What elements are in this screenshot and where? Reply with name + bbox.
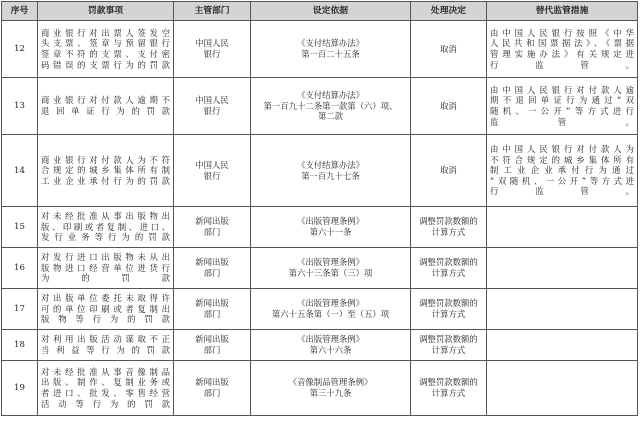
cell-fine-item-line: 对利用出版活动谋取不正 [41, 334, 170, 345]
cell-decision-line: 调整罚款数额的 [419, 216, 478, 227]
cell-department [174, 361, 251, 416]
cell-legal-basis [251, 330, 411, 361]
cell-decision [411, 248, 487, 289]
cell-department-line: 新闻出版 [195, 298, 229, 309]
cell-alternative-measure [487, 330, 638, 361]
cell-legal-basis [251, 21, 411, 78]
cell-fine-item [38, 361, 174, 416]
cell-fine-item [38, 78, 174, 135]
cell-alternative-measure-line: 管理实施办法》有关规定进 [490, 49, 634, 59]
cell-department-line: 部门 [203, 345, 221, 355]
cell-decision-line: 计算方式 [431, 388, 466, 398]
cell-alternative-measure-line: 由中国人民银行按照《中华 [490, 27, 634, 38]
cell-seq-value: 17 [14, 304, 25, 315]
cell-legal-basis-line: 《音像制品管理条例》 [288, 377, 373, 388]
cell-department-line: 新闻出版 [195, 216, 229, 227]
header-alternative-measure: 替代监管措施 [487, 2, 638, 21]
table-row [2, 78, 638, 135]
table-row [2, 361, 638, 416]
cell-decision [411, 207, 487, 248]
cell-alternative-measure-line: 随机、一公开”等方式进行 [490, 106, 634, 116]
cell-decision-line: 调整罚款数额的 [419, 377, 478, 388]
cell-decision-line: 计算方式 [431, 309, 466, 319]
cell-alternative-measure [487, 289, 638, 330]
table-body [2, 21, 638, 416]
cell-alternative-measure-line: “双随机、一公开”等方式进 [490, 175, 634, 186]
cell-legal-basis-line: 《出版管理条例》 [297, 257, 364, 268]
cell-alternative-measure-line: 期不退回单证行为通过“双 [490, 95, 634, 106]
header-department: 主管部门 [174, 2, 251, 21]
cell-fine-item-line: 活动等行为的罚款 [41, 398, 170, 409]
cell-decision-line: 取消 [440, 100, 457, 111]
cell-legal-basis-line: 第六十一条 [309, 227, 352, 237]
cell-legal-basis-line: 《出版管理条例》 [297, 298, 364, 309]
cell-fine-item [38, 248, 174, 289]
cell-department-line: 部门 [203, 309, 221, 319]
cell-legal-basis [251, 207, 411, 248]
cell-fine-item-line: 对未经批准从事音像制品 [41, 366, 170, 377]
cell-fine-item-line: 出版、制作、复制业务或 [41, 377, 170, 388]
cell-department-line: 中国人民 [195, 159, 229, 170]
cell-department-line: 部门 [203, 388, 221, 398]
cell-department-line: 银行 [203, 170, 221, 181]
cell-fine-item-line: 发行业务等行为的罚款 [41, 232, 170, 243]
cell-fine-item-line: 对发行进口出版物未从出 [41, 252, 170, 263]
cell-fine-item-line: 对未经批准从事出版物出 [41, 211, 170, 222]
cell-fine-item-line: 版物进口经营单位进货行 [41, 262, 170, 273]
cell-fine-item-line: 可的单位印刷或者复制出 [41, 303, 170, 314]
cell-legal-basis [251, 78, 411, 135]
table-row [2, 207, 638, 248]
cell-legal-basis [251, 361, 411, 416]
cell-seq [2, 207, 38, 248]
cell-fine-item [38, 207, 174, 248]
cell-fine-item-line: 当利益等行为的罚款 [41, 345, 170, 355]
cell-alternative-measure-line: 不符合规定的城乡集体所有 [490, 154, 634, 165]
header-fine-item: 罚款事项 [38, 2, 174, 21]
cell-fine-item-line: 合规定的城乡集体所有制 [41, 165, 170, 176]
cell-decision-line: 取消 [440, 165, 457, 176]
cell-seq-value: 13 [14, 101, 25, 112]
cell-seq [2, 135, 38, 207]
cell-legal-basis-line: 《出版管理条例》 [297, 216, 364, 227]
cell-seq [2, 78, 38, 135]
cell-fine-item-line: 者进口、批发、零售经营 [41, 388, 170, 398]
table-row [2, 135, 638, 207]
cell-fine-item-line: 商业银行对出票人签发空 [41, 27, 170, 38]
cell-decision [411, 78, 487, 135]
cell-fine-item [38, 289, 174, 330]
cell-legal-basis-line: 《支付结算办法》 [297, 90, 364, 101]
cell-alternative-measure-line: 行监管。 [490, 59, 634, 70]
cell-legal-basis-line: 《出版管理条例》 [297, 334, 364, 345]
cell-alternative-measure-line: 监管。 [490, 116, 634, 127]
cell-alternative-measure-line: 行监管。 [490, 186, 634, 197]
cell-seq [2, 289, 38, 330]
cell-seq-value: 14 [14, 165, 25, 176]
cell-legal-basis [251, 289, 411, 330]
cell-fine-item-line: 码错误的支票行为的罚款 [41, 59, 170, 70]
cell-fine-item-line: 退回单证行为的罚款 [41, 106, 170, 116]
cell-fine-item-line: 版物等行为的罚款 [41, 314, 170, 325]
cell-legal-basis-line: 第一百九十七条 [301, 170, 360, 181]
cell-decision-line: 调整罚款数额的 [419, 298, 478, 309]
cell-department-line: 新闻出版 [195, 334, 229, 345]
table-header-row [2, 2, 638, 21]
cell-decision [411, 361, 487, 416]
cell-decision-line: 取消 [440, 43, 457, 54]
cell-legal-basis-line: 第六十五条第（一）至（五）项 [271, 309, 390, 319]
cell-decision-line: 计算方式 [431, 345, 466, 355]
cell-fine-item-line: 签章不符的支票、支付密 [41, 49, 170, 59]
cell-fine-item-line: 对出版单位委托未取得许 [41, 293, 170, 304]
cell-seq-value: 12 [14, 44, 25, 55]
header-decision: 处理决定 [411, 2, 487, 21]
fine-items-table [1, 1, 638, 416]
cell-department-line: 部门 [203, 268, 221, 278]
cell-decision [411, 330, 487, 361]
cell-department-line: 新闻出版 [195, 257, 229, 268]
cell-department [174, 330, 251, 361]
cell-legal-basis-line: 第二款 [317, 111, 344, 122]
table-row [2, 330, 638, 361]
cell-seq-value: 19 [14, 383, 25, 394]
cell-fine-item-line: 版、印刷或者复制、进口、 [41, 221, 170, 232]
cell-fine-item [38, 21, 174, 78]
cell-decision-line: 调整罚款数额的 [419, 334, 478, 345]
cell-alternative-measure-line: 人民共和国票据法》、《票据 [490, 38, 634, 49]
cell-department [174, 21, 251, 78]
cell-department-line: 新闻出版 [195, 377, 229, 388]
cell-alternative-measure [487, 248, 638, 289]
cell-seq-value: 15 [14, 222, 25, 233]
cell-legal-basis-line: 第六十六条 [309, 345, 352, 355]
cell-legal-basis-line: 第一百九十二条第一款第（六）项、 [263, 100, 398, 111]
cell-legal-basis [251, 248, 411, 289]
cell-fine-item-line: 工业企业承付行为的罚款 [41, 175, 170, 186]
cell-alternative-measure-line: 由中国人民银行对付款人逾 [490, 84, 634, 95]
cell-legal-basis-line: 《支付结算办法》 [297, 38, 364, 49]
cell-alternative-measure [487, 135, 638, 207]
cell-decision-line: 计算方式 [431, 227, 466, 237]
cell-seq [2, 21, 38, 78]
cell-alternative-measure [487, 78, 638, 135]
cell-decision [411, 289, 487, 330]
cell-alternative-measure [487, 207, 638, 248]
cell-department [174, 248, 251, 289]
cell-alternative-measure [487, 21, 638, 78]
cell-fine-item-line: 为的罚款 [41, 273, 170, 284]
cell-decision [411, 135, 487, 207]
cell-decision-line: 调整罚款数额的 [419, 257, 478, 268]
cell-department-line: 中国人民 [195, 38, 229, 49]
cell-department [174, 135, 251, 207]
cell-seq [2, 248, 38, 289]
cell-department-line: 银行 [203, 106, 221, 116]
cell-department [174, 289, 251, 330]
cell-fine-item-line: 商业银行对付款人逾期不 [41, 95, 170, 106]
cell-fine-item-line: 商业银行对付款人为不符 [41, 154, 170, 165]
cell-fine-item [38, 330, 174, 361]
cell-department [174, 207, 251, 248]
cell-legal-basis-line: 第一百二十五条 [301, 49, 360, 59]
cell-alternative-measure [487, 361, 638, 416]
cell-seq-value: 16 [14, 263, 25, 274]
cell-legal-basis-line: 第三十九条 [309, 388, 352, 398]
cell-legal-basis-line: 第六十三条第（三）项 [288, 268, 373, 278]
cell-seq-value: 18 [14, 340, 25, 351]
cell-legal-basis [251, 135, 411, 207]
cell-department-line: 部门 [203, 227, 221, 237]
cell-department [174, 78, 251, 135]
header-seq: 序号 [2, 2, 38, 21]
cell-alternative-measure-line: 制工业企业承付行为通过 [490, 165, 634, 176]
cell-seq [2, 330, 38, 361]
cell-department-line: 银行 [203, 49, 221, 59]
header-legal-basis: 设定依据 [251, 2, 411, 21]
table-row [2, 289, 638, 330]
cell-fine-item [38, 135, 174, 207]
cell-seq [2, 361, 38, 416]
table-row [2, 248, 638, 289]
cell-alternative-measure-line: 由中国人民银行对付款人为 [490, 144, 634, 155]
cell-decision-line: 计算方式 [431, 268, 466, 278]
cell-decision [411, 21, 487, 78]
cell-department-line: 中国人民 [195, 95, 229, 106]
table-row [2, 21, 638, 78]
cell-legal-basis-line: 《支付结算办法》 [297, 159, 364, 170]
cell-fine-item-line: 头支票、签章与预留银行 [41, 38, 170, 49]
